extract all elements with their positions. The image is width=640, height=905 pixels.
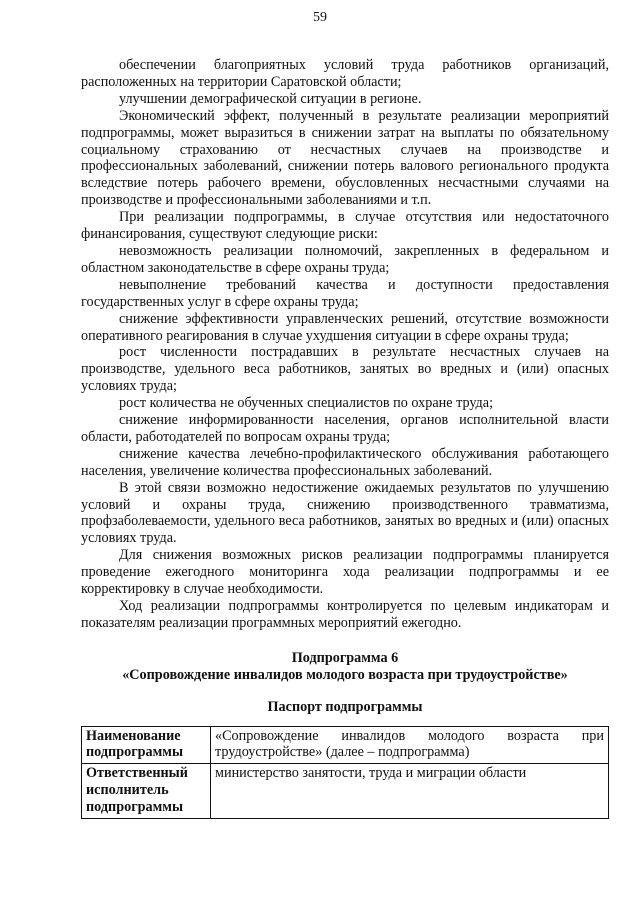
paragraph: снижение качества лечебно-профилактического обслуживания работающего населения, увеличение количества профессиональных заболеваний.	[81, 445, 609, 479]
table-row	[82, 764, 609, 819]
paragraph: снижение информированности населения, органов исполнительной власти области, работодателей по вопросам охраны труда;	[81, 412, 609, 445]
paragraph: невыполнение требований качества и доступности предоставления государственных услуг в сфере охраны труда;	[81, 276, 609, 310]
page-number: 59	[313, 10, 327, 25]
paragraph: При реализации подпрограммы, в случае отсутствия или недостаточного финансирования, существуют следующие риски:	[81, 209, 609, 243]
paragraph: В этой связи возможно недостижение ожидаемых результатов по улучшению условий и охраны труда, снижению производственного травматизма, профзаболеваемости, удельного веса работников, занятых во вредных и (или) опасных условиях труда.	[81, 479, 609, 547]
paragraph: обеспечении благоприятных условий труда работников организаций, расположенных на территории Саратовской области;	[81, 57, 609, 90]
paragraph: Экономический эффект, полученный в результате реализации мероприятий подпрограммы, может выразиться в снижении затрат на выплаты по обязательному социальному страхованию от несчастных случаев на производстве и профессиональных заболеваний, снижении потерь валового регионального продукта вследствие потерь рабочего времени, обусловленных несчастными случаями на производстве и профессиональными заболеваниями и т.п.	[81, 107, 609, 209]
paragraph: снижение эффективности управленческих решений, отсутствие возможности оперативного реагирования в случае ухудшения ситуации в сфере охраны труда;	[81, 310, 609, 344]
paragraph: невозможность реализации полномочий, закрепленных в федеральном и областном законодательстве в сфере охраны труда;	[81, 242, 609, 276]
passport-label: Наименование подпрограммы	[82, 726, 211, 764]
passport-value: «Сопровождение инвалидов молодого возраста при трудоустройстве» (далее – подпрограмма)	[211, 726, 609, 764]
document-body	[81, 57, 609, 819]
paragraph: рост численности пострадавших в результате несчастных случаев на производстве, удельного веса работников, занятых во вредных и (или) опасных условиях труда;	[81, 344, 609, 395]
paragraph: рост количества не обученных специалистов по охране труда;	[119, 395, 494, 412]
passport-title: Паспорт подпрограммы	[267, 698, 423, 715]
subprogram-title: «Сопровождение инвалидов молодого возраста при трудоустройстве»	[122, 666, 568, 683]
passport-table	[81, 726, 609, 820]
paragraph: Ход реализации подпрограммы контролируется по целевым индикаторам и показателям реализации программных мероприятий ежегодно.	[81, 598, 609, 631]
subprogram-heading: Подпрограмма 6	[291, 649, 399, 666]
table-row	[82, 726, 609, 764]
passport-value: министерство занятости, труда и миграции области	[211, 764, 609, 819]
passport-label: Ответственный исполнитель подпрограммы	[82, 764, 211, 819]
paragraph: улучшении демографической ситуации в регионе.	[119, 90, 422, 107]
paragraph: Для снижения возможных рисков реализации подпрограммы планируется проведение ежегодного мониторинга хода реализации подпрограммы и ее корректировку в случае необходимости.	[81, 547, 609, 598]
